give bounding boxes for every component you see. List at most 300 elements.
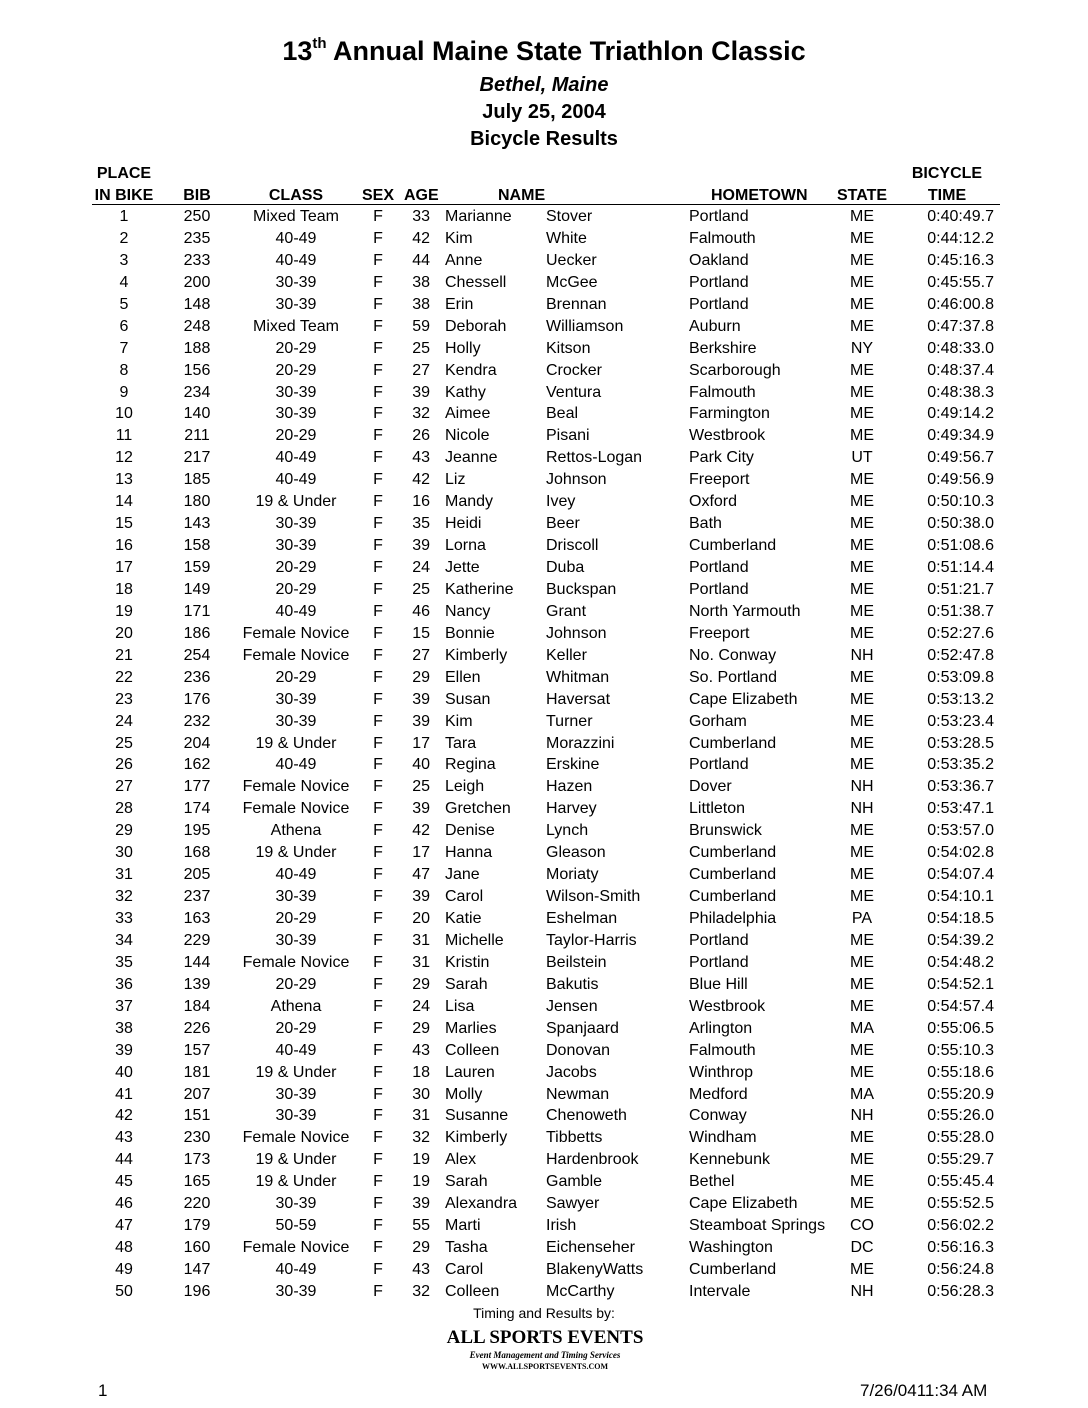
cell-age: 42 [412, 471, 430, 489]
cell-last-name: Sawyer [546, 1195, 600, 1213]
cell-sex: F [373, 690, 383, 708]
cell-state: ME [850, 471, 874, 489]
cell-bib: 140 [183, 405, 211, 423]
cell-last-name: Beilstein [546, 953, 607, 971]
logo-name: ALL SPORTS EVENTS [446, 1327, 644, 1348]
cell-place: 33 [115, 910, 133, 927]
cell-class: 40-49 [275, 251, 317, 269]
cell-class: 40-49 [275, 449, 317, 467]
cell-sex: F [373, 866, 383, 884]
cell-place: 47 [115, 1217, 133, 1235]
cell-bicycle-time: 0:53:28.5 [927, 734, 994, 752]
cell-age: 32 [412, 1129, 430, 1147]
cell-bicycle-time: 0:53:57.0 [927, 822, 994, 840]
cell-class: 20-29 [275, 910, 317, 927]
cell-state: ME [850, 1129, 874, 1147]
cell-class: 30-39 [275, 273, 317, 291]
cell-bib: 148 [183, 295, 211, 313]
cell-place: 27 [115, 778, 133, 796]
cell-age: 25 [412, 339, 430, 357]
cell-first-name: Nicole [445, 427, 490, 445]
cell-hometown: Cumberland [689, 888, 777, 906]
cell-sex: F [373, 493, 383, 511]
cell-place: 39 [115, 1041, 133, 1059]
cell-class: Athena [270, 997, 322, 1015]
cell-state: ME [850, 1063, 874, 1081]
cell-state: ME [850, 273, 874, 291]
cell-place: 22 [115, 668, 133, 686]
cell-place: 40 [115, 1063, 133, 1081]
cell-hometown: Kennebunk [689, 1151, 770, 1169]
col-header-bib: BIB [183, 187, 211, 204]
cell-first-name: Carol [445, 888, 484, 906]
cell-age: 38 [412, 295, 430, 313]
cell-bicycle-time: 0:53:35.2 [927, 756, 994, 774]
cell-last-name: Whitman [546, 668, 610, 686]
cell-class: 19 & Under [255, 1151, 337, 1169]
cell-first-name: Deborah [445, 317, 507, 335]
cell-bicycle-time: 0:53:36.7 [927, 778, 994, 796]
cell-place: 18 [115, 580, 133, 598]
cell-age: 39 [412, 888, 430, 906]
cell-bib: 200 [183, 273, 211, 291]
cell-sex: F [373, 602, 383, 620]
cell-sex: F [373, 997, 383, 1015]
cell-class: 40-49 [275, 602, 317, 620]
cell-bicycle-time: 0:55:29.7 [927, 1151, 994, 1169]
cell-last-name: Keller [546, 646, 587, 664]
cell-bicycle-time: 0:48:38.3 [927, 383, 994, 401]
cell-sex: F [373, 427, 383, 445]
cell-last-name: Eshelman [546, 910, 618, 927]
table-row [0, 250, 1088, 272]
cell-bib: 163 [183, 910, 211, 927]
cell-place: 31 [115, 866, 133, 884]
cell-class: 30-39 [275, 888, 317, 906]
cell-bib: 188 [183, 339, 211, 357]
table-row [0, 316, 1088, 338]
cell-bicycle-time: 0:55:18.6 [927, 1063, 994, 1081]
cell-first-name: Mandy [445, 493, 494, 511]
cell-sex: F [373, 888, 383, 906]
cell-last-name: Hazen [546, 778, 593, 796]
cell-place: 16 [115, 537, 133, 555]
cell-state: ME [850, 405, 874, 423]
cell-first-name: Sarah [445, 975, 488, 993]
cell-place: 11 [115, 427, 133, 445]
col-header-state: STATE [836, 187, 888, 204]
table-row [0, 535, 1088, 557]
cell-place: 13 [115, 471, 133, 489]
cell-state: ME [850, 712, 874, 730]
cell-last-name: Kitson [546, 339, 591, 357]
cell-bicycle-time: 0:54:39.2 [927, 931, 994, 949]
logo-url: WWW.ALLSPORTSEVENTS.COM [481, 1362, 609, 1371]
cell-bib: 162 [183, 756, 211, 774]
cell-place: 38 [115, 1019, 133, 1037]
cell-sex: F [373, 1282, 383, 1300]
cell-last-name: Duba [546, 559, 585, 576]
cell-first-name: Regina [445, 756, 496, 774]
cell-place: 24 [115, 712, 133, 730]
cell-hometown: Cape Elizabeth [689, 690, 798, 708]
table-row [0, 1171, 1088, 1193]
cell-bicycle-time: 0:54:02.8 [927, 844, 994, 862]
cell-place: 42 [115, 1107, 133, 1125]
cell-sex: F [373, 778, 383, 796]
table-row [0, 1215, 1088, 1237]
cell-state: ME [850, 383, 874, 401]
cell-first-name: Kathy [445, 383, 486, 401]
cell-bicycle-time: 0:48:33.0 [927, 339, 994, 357]
cell-first-name: Marianne [445, 208, 512, 225]
cell-last-name: Pisani [546, 427, 590, 445]
page-title [0, 36, 1088, 67]
cell-first-name: Holly [445, 339, 481, 357]
table-row [0, 952, 1088, 974]
cell-first-name: Sarah [445, 1173, 488, 1191]
cell-place: 44 [115, 1151, 133, 1169]
cell-hometown: Gorham [689, 712, 747, 730]
cell-hometown: Portland [689, 580, 749, 598]
table-row [0, 206, 1088, 228]
cell-state: ME [850, 361, 874, 379]
cell-place: 26 [115, 756, 133, 774]
cell-hometown: Medford [689, 1085, 748, 1103]
cell-state: ME [850, 493, 874, 511]
cell-state: ME [850, 997, 874, 1015]
col-header-place [94, 163, 154, 207]
cell-age: 27 [412, 361, 430, 379]
cell-hometown: Cape Elizabeth [689, 1195, 798, 1213]
cell-sex: F [373, 1217, 383, 1235]
cell-last-name: Irish [546, 1217, 577, 1235]
cell-place: 14 [115, 493, 133, 511]
cell-first-name: Michelle [445, 931, 504, 949]
cell-age: 40 [412, 756, 430, 774]
cell-state: ME [850, 866, 874, 884]
cell-hometown: Philadelphia [689, 910, 777, 927]
cell-bib: 160 [183, 1239, 211, 1257]
cell-last-name: Hardenbrook [546, 1151, 639, 1169]
cell-state: ME [850, 208, 874, 225]
cell-class: 40-49 [275, 229, 317, 247]
cell-bicycle-time: 0:54:18.5 [927, 910, 994, 927]
cell-place: 3 [119, 251, 129, 269]
cell-sex: F [373, 931, 383, 949]
cell-first-name: Ellen [445, 668, 481, 686]
cell-hometown: Portland [689, 953, 749, 971]
cell-hometown: So. Portland [689, 668, 778, 686]
cell-first-name: Kimberly [445, 1129, 508, 1147]
cell-sex: F [373, 405, 383, 423]
cell-bicycle-time: 0:53:09.8 [927, 668, 994, 686]
table-row [0, 1062, 1088, 1084]
cell-class: 40-49 [275, 471, 317, 489]
cell-state: ME [850, 559, 874, 576]
cell-state: NH [850, 1107, 874, 1125]
cell-age: 29 [412, 975, 430, 993]
cell-place: 19 [115, 602, 133, 620]
cell-age: 32 [412, 1282, 430, 1300]
cell-last-name: McCarthy [546, 1282, 615, 1300]
cell-age: 39 [412, 712, 430, 730]
cell-sex: F [373, 580, 383, 598]
col-header-time-line1: BICYCLE [911, 165, 983, 182]
cell-place: 29 [115, 822, 133, 840]
cell-hometown: Scarborough [689, 361, 781, 379]
cell-age: 19 [412, 1151, 430, 1169]
cell-bicycle-time: 0:49:56.7 [927, 449, 994, 467]
cell-state: ME [850, 229, 874, 247]
cell-sex: F [373, 208, 383, 225]
event-date: July 25, 2004 [482, 101, 606, 123]
cell-hometown: Washington [689, 1239, 773, 1257]
cell-bicycle-time: 0:56:02.2 [927, 1217, 994, 1235]
cell-place: 8 [119, 361, 129, 379]
cell-state: MA [850, 1085, 874, 1103]
cell-age: 46 [412, 602, 430, 620]
print-timestamp: 7/26/0411:34 AM [860, 1381, 988, 1400]
cell-age: 43 [412, 1261, 430, 1278]
table-row [0, 513, 1088, 535]
cell-class: 40-49 [275, 1261, 317, 1278]
table-row [0, 272, 1088, 294]
cell-bib: 144 [183, 953, 211, 971]
cell-bicycle-time: 0:53:23.4 [927, 712, 994, 730]
cell-class: 40-49 [275, 1041, 317, 1059]
cell-state: ME [850, 931, 874, 949]
cell-bicycle-time: 0:54:57.4 [927, 997, 994, 1015]
table-row [0, 842, 1088, 864]
cell-last-name: Beer [546, 515, 580, 533]
cell-state: PA [851, 910, 873, 927]
cell-class: 20-29 [275, 559, 317, 576]
cell-age: 18 [412, 1063, 430, 1081]
cell-state: ME [850, 1041, 874, 1059]
cell-age: 24 [412, 997, 430, 1015]
cell-bib: 254 [183, 646, 211, 664]
cell-sex: F [373, 910, 383, 927]
cell-class: 30-39 [275, 1282, 317, 1300]
cell-class: 19 & Under [255, 1063, 337, 1081]
cell-sex: F [373, 1019, 383, 1037]
cell-first-name: Jane [445, 866, 480, 884]
cell-age: 39 [412, 690, 430, 708]
cell-last-name: Jacobs [546, 1063, 597, 1081]
cell-class: 30-39 [275, 712, 317, 730]
cell-bicycle-time: 0:48:37.4 [927, 361, 994, 379]
cell-hometown: Falmouth [689, 229, 756, 247]
cell-bib: 168 [183, 844, 211, 862]
results-table [0, 206, 1088, 1303]
cell-bicycle-time: 0:54:48.2 [927, 953, 994, 971]
cell-age: 17 [412, 734, 430, 752]
cell-place: 21 [115, 646, 133, 664]
cell-first-name: Liz [445, 471, 466, 489]
cell-bib: 184 [183, 997, 211, 1015]
cell-place: 49 [115, 1261, 133, 1278]
cell-last-name: Chenoweth [546, 1107, 627, 1125]
table-row [0, 930, 1088, 952]
cell-class: Mixed Team [253, 317, 339, 335]
cell-last-name: Brennan [546, 295, 607, 313]
cell-bib: 143 [183, 515, 211, 533]
cell-age: 55 [412, 1217, 430, 1235]
cell-last-name: Erskine [546, 756, 600, 774]
cell-hometown: Winthrop [689, 1063, 754, 1081]
cell-age: 16 [412, 493, 430, 511]
cell-place: 25 [115, 734, 133, 752]
cell-hometown: Steamboat Springs [689, 1217, 826, 1235]
cell-last-name: Lynch [546, 822, 589, 840]
cell-age: 43 [412, 449, 430, 467]
cell-first-name: Kristin [445, 953, 490, 971]
cell-first-name: Nancy [445, 602, 491, 620]
cell-first-name: Lauren [445, 1063, 495, 1081]
cell-state: ME [850, 427, 874, 445]
cell-age: 47 [412, 866, 430, 884]
cell-state: ME [850, 295, 874, 313]
results-subtitle: Bicycle Results [470, 128, 618, 150]
table-row [0, 491, 1088, 513]
cell-last-name: Morazzini [546, 734, 615, 752]
cell-last-name: Bakutis [546, 975, 599, 993]
cell-class: 30-39 [275, 1107, 317, 1125]
cell-hometown: Cumberland [689, 844, 777, 862]
cell-class: 20-29 [275, 339, 317, 357]
cell-bib: 235 [183, 229, 211, 247]
table-row [0, 623, 1088, 645]
col-header-class: CLASS [268, 187, 324, 204]
cell-state: ME [850, 580, 874, 598]
cell-class: 20-29 [275, 668, 317, 686]
col-header-hometown: HOMETOWN [711, 187, 808, 204]
cell-age: 42 [412, 822, 430, 840]
cell-sex: F [373, 624, 383, 642]
cell-first-name: Erin [445, 295, 474, 313]
cell-first-name: Katherine [445, 580, 514, 598]
cell-first-name: Carol [445, 1261, 484, 1278]
cell-bicycle-time: 0:55:52.5 [927, 1195, 994, 1213]
cell-last-name: Wilson-Smith [546, 888, 641, 906]
cell-first-name: Colleen [445, 1041, 500, 1059]
cell-sex: F [373, 712, 383, 730]
cell-first-name: Tara [445, 734, 477, 752]
cell-bib: 205 [183, 866, 211, 884]
cell-state: ME [850, 690, 874, 708]
cell-hometown: Auburn [689, 317, 741, 335]
cell-bicycle-time: 0:54:10.1 [927, 888, 994, 906]
cell-last-name: Stover [546, 208, 593, 225]
cell-sex: F [373, 1085, 383, 1103]
cell-last-name: Ventura [546, 383, 602, 401]
cell-state: ME [850, 1151, 874, 1169]
cell-state: ME [850, 668, 874, 686]
table-row [0, 294, 1088, 316]
cell-sex: F [373, 975, 383, 993]
cell-bib: 248 [183, 317, 211, 335]
cell-place: 43 [115, 1129, 133, 1147]
cell-first-name: Alex [445, 1151, 477, 1169]
table-row [0, 1149, 1088, 1171]
cell-bib: 230 [183, 1129, 211, 1147]
cell-age: 38 [412, 273, 430, 291]
page-number: 1 [98, 1381, 108, 1400]
cell-first-name: Hanna [445, 844, 493, 862]
table-row [0, 1018, 1088, 1040]
cell-state: NH [850, 800, 874, 818]
cell-bicycle-time: 0:55:26.0 [927, 1107, 994, 1125]
cell-sex: F [373, 229, 383, 247]
cell-state: ME [850, 537, 874, 555]
cell-sex: F [373, 449, 383, 467]
cell-last-name: McGee [546, 273, 598, 291]
table-row [0, 776, 1088, 798]
cell-last-name: Moriaty [546, 866, 599, 884]
cell-last-name: Turner [546, 712, 593, 730]
cell-bib: 179 [183, 1217, 211, 1235]
col-header-bicycle-time [900, 163, 994, 207]
cell-first-name: Heidi [445, 515, 482, 533]
cell-first-name: Denise [445, 822, 495, 840]
cell-sex: F [373, 361, 383, 379]
cell-sex: F [373, 1107, 383, 1125]
cell-last-name: Taylor-Harris [546, 931, 637, 949]
cell-place: 9 [119, 383, 129, 401]
cell-hometown: Bethel [689, 1173, 735, 1191]
cell-bicycle-time: 0:53:13.2 [927, 690, 994, 708]
cell-age: 20 [412, 910, 430, 927]
cell-bib: 250 [183, 208, 211, 225]
cell-sex: F [373, 1173, 383, 1191]
cell-bib: 196 [183, 1282, 211, 1300]
cell-last-name: Buckspan [546, 580, 617, 598]
cell-sex: F [373, 515, 383, 533]
cell-age: 31 [412, 931, 430, 949]
cell-hometown: Park City [689, 449, 754, 467]
cell-hometown: Windham [689, 1129, 757, 1147]
cell-bicycle-time: 0:40:49.7 [927, 208, 994, 225]
cell-bib: 211 [184, 427, 210, 445]
cell-hometown: Oakland [689, 251, 749, 269]
table-row [0, 733, 1088, 755]
cell-place: 32 [115, 888, 133, 906]
cell-age: 27 [412, 646, 430, 664]
cell-place: 10 [115, 405, 133, 423]
cell-state: ME [850, 822, 874, 840]
cell-state: ME [850, 734, 874, 752]
cell-class: 30-39 [275, 537, 317, 555]
cell-place: 50 [115, 1282, 133, 1300]
table-row [0, 1084, 1088, 1106]
cell-first-name: Susanne [445, 1107, 509, 1125]
cell-place: 34 [115, 931, 133, 949]
cell-last-name: Williamson [546, 317, 624, 335]
col-header-time-line2: TIME [927, 187, 967, 204]
cell-last-name: Jensen [546, 997, 598, 1015]
cell-bicycle-time: 0:52:47.8 [927, 646, 994, 664]
table-row [0, 974, 1088, 996]
table-row [0, 338, 1088, 360]
cell-hometown: Cumberland [689, 734, 777, 752]
cell-age: 15 [412, 624, 430, 642]
table-row [0, 601, 1088, 623]
cell-first-name: Chessell [445, 273, 507, 291]
table-row [0, 557, 1088, 579]
cell-bib: 232 [183, 712, 211, 730]
cell-sex: F [373, 1129, 383, 1147]
